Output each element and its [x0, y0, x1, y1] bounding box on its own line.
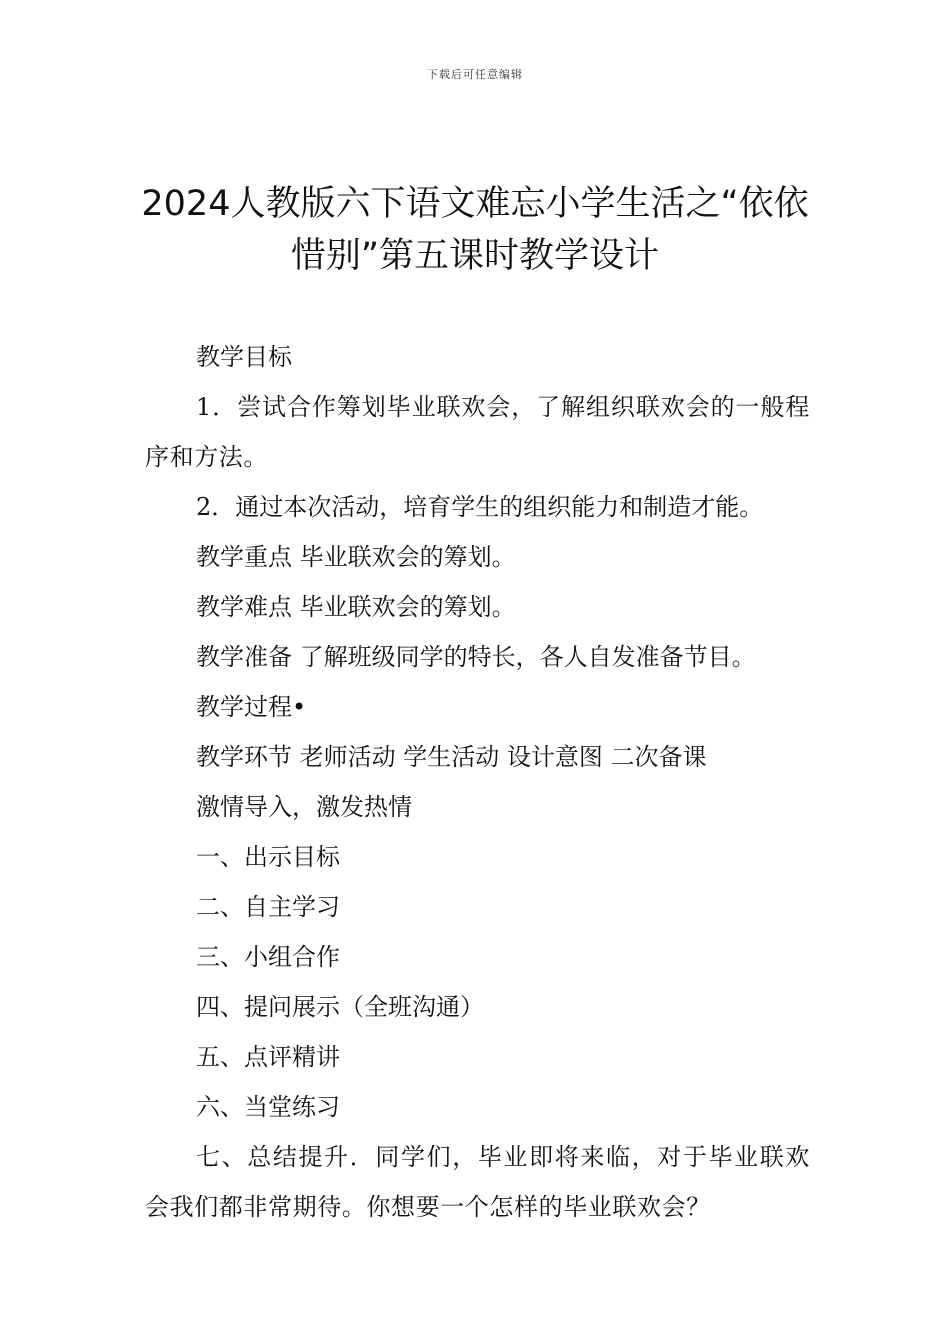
difficulty-line: 教学难点 毕业联欢会的筹划。: [196, 593, 516, 621]
process-step-1: 一、出示目标: [196, 843, 340, 871]
section-heading-process: 教学过程•: [196, 693, 307, 721]
document-title: 2024人教版六下语文难忘小学生活之“依依惜别”第五课时教学设计: [141, 184, 809, 276]
process-step-3: 三、小组合作: [196, 943, 340, 971]
objective-item-1: 1．尝试合作筹划毕业联欢会，了解组织联欢会的一般程序和方法。: [145, 393, 810, 471]
process-stage-intro: 激情导入，激发热情: [196, 793, 412, 821]
process-step-5: 五、点评精讲: [196, 1043, 340, 1071]
section-heading-objectives: 教学目标: [196, 343, 292, 371]
document-body: [145, 332, 810, 1232]
process-table-header: 教学环节 老师活动 学生活动 设计意图 二次备课: [196, 743, 707, 771]
process-step-4: 四、提问展示（全班沟通）: [196, 993, 484, 1021]
process-step-7: 七、总结提升．同学们，毕业即将来临，对于毕业联欢会我们都非常期待。你想要一个怎样的毕业联欢会？: [145, 1143, 810, 1221]
objective-item-2: 2．通过本次活动，培育学生的组织能力和制造才能。: [196, 493, 764, 521]
process-step-2: 二、自主学习: [196, 893, 340, 921]
key-point-line: 教学重点 毕业联欢会的筹划。: [196, 543, 516, 571]
page-header-note: 下载后可任意编辑: [427, 68, 523, 81]
preparation-line: 教学准备 了解班级同学的特长，各人自发准备节目。: [196, 643, 756, 671]
process-step-6: 六、当堂练习: [196, 1093, 340, 1121]
